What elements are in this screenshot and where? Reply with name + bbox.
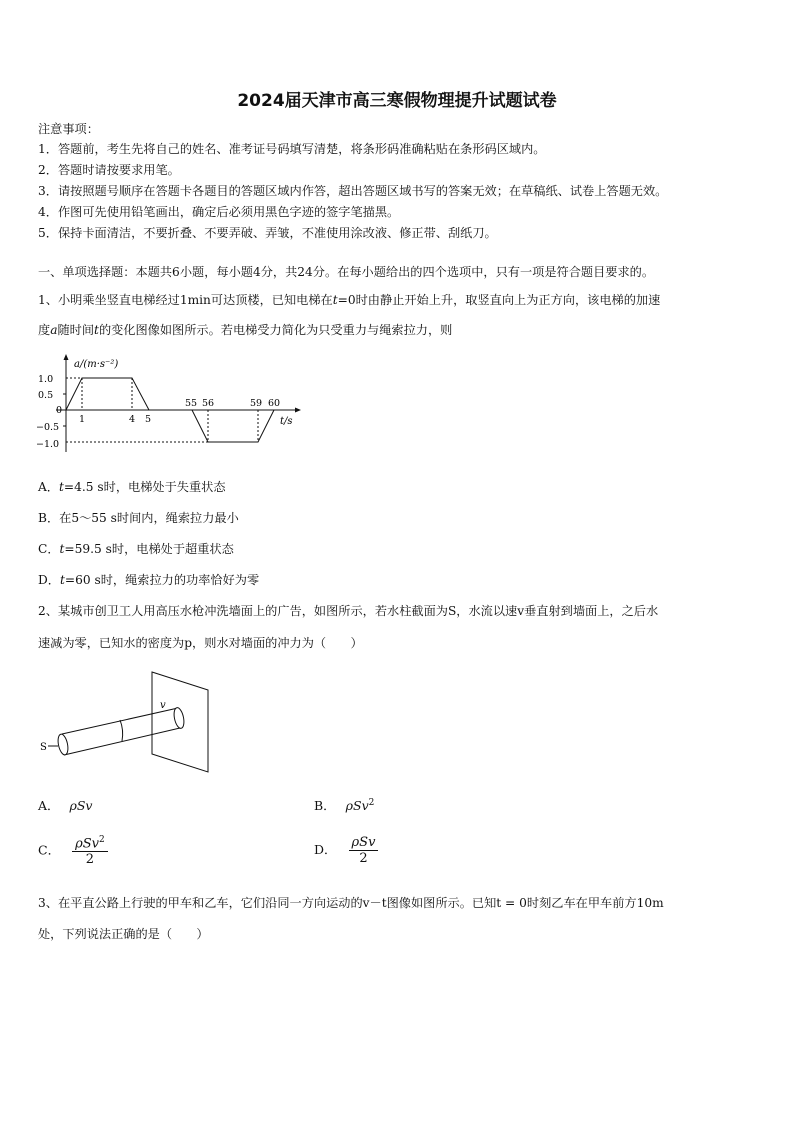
option-letter: D．	[38, 573, 60, 587]
option-text: 在5～55 s时间内，绳索拉力最小	[59, 511, 239, 525]
velocity-label: v	[160, 700, 166, 711]
option-letter: C．	[38, 842, 61, 858]
fraction-denominator: 2	[85, 852, 95, 868]
option-letter: B．	[314, 798, 336, 813]
q1-stem-line2	[38, 322, 452, 338]
fraction-denominator: 2	[359, 851, 368, 866]
option-exponent: 2	[98, 835, 105, 845]
option-var: t	[59, 573, 65, 587]
q1-option-c[interactable]	[38, 541, 234, 557]
cross-section-label: S	[40, 742, 47, 753]
option-letter: A．	[38, 480, 59, 494]
page-title: 2024届天津市高三寒假物理提升试题试卷	[237, 91, 557, 111]
option-letter: D．	[314, 842, 337, 857]
option-fraction	[72, 835, 108, 867]
option-letter: B．	[38, 511, 60, 525]
x-tick-4: 4	[129, 414, 136, 425]
option-var: t	[59, 542, 65, 556]
x-tick-59: 59	[250, 398, 263, 409]
q1-text: 1、小明乘坐竖直电梯经过1min可达顶楼，已知电梯在	[38, 293, 333, 307]
q1-var-t: t	[94, 323, 99, 337]
option-expr: ρSv	[345, 798, 369, 813]
section-heading: 一、单项选择题：本题共6小题，每小题4分，共24分。在每小题给出的四个选项中，只有一项是符合题目要求的。	[38, 265, 655, 279]
option-text: =59.5 s时，电梯处于超重状态	[64, 542, 234, 556]
q3-stem-line2: 处，下列说法正确的是（ ）	[38, 927, 209, 941]
q2-stem-line2: 速减为零，已知水的密度为p，则水对墙面的冲力为（ ）	[38, 636, 363, 650]
notice-item-5: 5．保持卡面清洁，不要折叠、不要弄破、弄皱，不准使用涂改液、修正带、刮纸刀。	[38, 226, 497, 240]
q1-option-b[interactable]	[38, 510, 239, 526]
q1-var-t: t	[332, 293, 338, 307]
notice-item-4: 4．作图可先使用铅笔画出，确定后必须用黑色字迹的签字笔描黑。	[38, 205, 400, 219]
option-letter: C．	[38, 542, 60, 556]
q1-stem-line1	[38, 292, 660, 308]
q1-text: 随时间	[57, 323, 95, 337]
q1-option-d[interactable]	[38, 572, 259, 588]
y-tick-0: 0	[56, 405, 63, 416]
option-letter: A．	[38, 798, 60, 813]
q2-option-b[interactable]	[314, 796, 374, 814]
y-tick-1: 1.0	[38, 374, 54, 385]
option-fraction	[349, 835, 379, 866]
q1-text: 度	[38, 323, 51, 337]
option-text: =4.5 s时，电梯处于失重状态	[63, 480, 226, 494]
q2-option-c[interactable]	[38, 835, 108, 867]
x-tick-55: 55	[185, 398, 198, 409]
y-tick-0.5: 0.5	[38, 390, 54, 401]
q3-stem-line1: 3、在平直公路上行驶的甲车和乙车，它们沿同一方向运动的v－t图像如图所示。已知t = 0时刻乙车在甲车前方10m	[38, 896, 664, 910]
q2-option-a[interactable]	[38, 796, 93, 814]
x-tick-1: 1	[79, 414, 86, 425]
fraction-numerator: ρSv	[349, 835, 379, 851]
option-exponent: 2	[368, 797, 375, 808]
x-tick-60: 60	[268, 398, 281, 409]
option-expr: ρSv	[69, 798, 93, 813]
fraction-numerator: ρSv	[75, 836, 99, 852]
notice-item-3: 3．请按照题号顺序在答题卡各题目的答题区域内作答，超出答题区域书写的答案无效；在草稿纸、试卷上答题无效。	[38, 184, 668, 198]
x-tick-5: 5	[145, 414, 152, 425]
q2-option-d[interactable]	[314, 835, 378, 866]
notice-item-1: 1．答题前，考生先将自己的姓名、准考证号码填写清楚，将条形码准确粘贴在条形码区域内。	[38, 142, 546, 156]
q1-text: 的变化图像如图所示。若电梯受力简化为只受重力与绳索拉力，则	[98, 323, 453, 337]
x-tick-56: 56	[202, 398, 215, 409]
y-tick-neg1: −1.0	[36, 439, 60, 450]
option-text: =60 s时，绳索拉力的功率恰好为零	[64, 573, 260, 587]
q1-option-a[interactable]	[38, 479, 226, 495]
y-tick-neg0.5: −0.5	[36, 422, 60, 433]
option-var: t	[59, 480, 64, 494]
y-axis-label: a/(m·s⁻²)	[74, 359, 119, 370]
notice-item-2: 2．答题时请按要求用笔。	[38, 163, 180, 177]
q1-acceleration-graph	[36, 352, 306, 457]
q2-water-jet-figure	[36, 668, 216, 774]
q1-var-a: a	[50, 323, 58, 337]
q1-text: =0时由静止开始上升，取竖直向上为正方向，该电梯的加速	[337, 293, 661, 307]
q2-stem-line1: 2、某城市创卫工人用高压水枪冲洗墙面上的广告，如图所示，若水柱截面为S，水流以速v垂直射到墙面上，之后水	[38, 604, 659, 618]
x-axis-label: t/s	[280, 416, 293, 427]
notice-heading: 注意事项：	[38, 122, 99, 136]
